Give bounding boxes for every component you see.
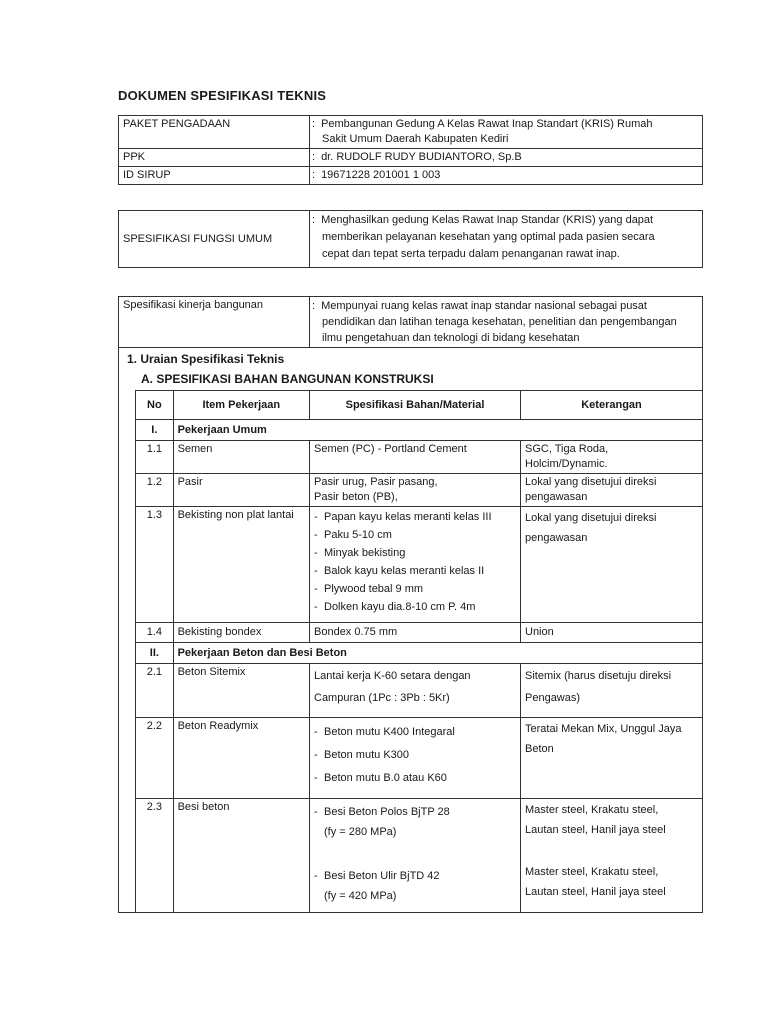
spec-list	[314, 508, 516, 616]
info-key: PPK	[119, 149, 310, 167]
left-margin-cell	[119, 391, 136, 913]
row-no: 1.3	[136, 507, 173, 623]
row-spec: Semen (PC) - Portland Cement	[310, 441, 521, 474]
list-item: - Plywood tebal 9 mm	[314, 580, 516, 598]
table-row	[119, 348, 703, 391]
table-row	[119, 149, 703, 167]
group-row	[119, 643, 703, 664]
list-item: - Papan kayu kelas meranti kelas III	[314, 508, 516, 526]
row-no: 1.1	[136, 441, 173, 474]
group-label: Pekerjaan Umum	[173, 420, 702, 441]
group-label: Pekerjaan Beton dan Besi Beton	[173, 643, 702, 664]
group-no: II.	[136, 643, 173, 664]
col-header-item: Item Pekerjaan	[173, 391, 309, 420]
row-item: Besi beton	[173, 799, 309, 913]
table-row	[119, 211, 703, 268]
info-value: : dr. RUDOLF RUDY BUDIANTORO, Sp.B	[310, 149, 703, 167]
fungsi-value: : Menghasilkan gedung Kelas Rawat Inap Standar (KRIS) yang dapat memberikan pelayanan kesehatan yang optimal pada pasien secara cepat dan tepat serta terpadu dalam penanganan rawat inap.	[310, 211, 703, 268]
section-heading: 1. Uraian Spesifikasi Teknis A. SPESIFIKASI BAHAN BANGUNAN KONSTRUKSI	[119, 348, 703, 391]
spec-note: (fy = 280 MPa)	[324, 826, 397, 838]
row-spec	[310, 718, 521, 799]
row-item: Beton Sitemix	[173, 664, 309, 718]
row-spec: Lantai kerja K-60 setara dengan Campuran (1Pc : 3Pb : 5Kr)	[310, 664, 521, 718]
group-row	[119, 420, 703, 441]
table-row	[119, 167, 703, 185]
row-item: Bekisting bondex	[173, 623, 309, 643]
row-no: 2.2	[136, 718, 173, 799]
row-spec	[310, 507, 521, 623]
table-row	[119, 474, 703, 507]
list-item: - Paku 5-10 cm	[314, 526, 516, 544]
fungsi-key: SPESIFIKASI FUNGSI UMUM	[119, 211, 310, 268]
list-item: - Beton mutu K300	[314, 744, 516, 767]
info-table	[118, 115, 703, 185]
table-header-row	[119, 391, 703, 420]
group-no: I.	[136, 420, 173, 441]
spec-table	[118, 296, 703, 913]
row-item: Beton Readymix	[173, 718, 309, 799]
kinerja-key: Spesifikasi kinerja bangunan	[119, 297, 310, 348]
col-header-ket: Keterangan	[521, 391, 703, 420]
row-item: Bekisting non plat lantai	[173, 507, 309, 623]
list-item: - Balok kayu kelas meranti kelas II	[314, 562, 516, 580]
row-no: 2.3	[136, 799, 173, 913]
row-ket: Lokal yang disetujui direksi pengawasan	[521, 474, 703, 507]
info-key: PAKET PENGADAAN	[119, 116, 310, 149]
row-spec	[310, 799, 521, 913]
col-header-spec: Spesifikasi Bahan/Material	[310, 391, 521, 420]
spec-list	[314, 866, 516, 886]
fungsi-table	[118, 210, 703, 268]
row-spec: Pasir urug, Pasir pasang, Pasir beton (PB),	[310, 474, 521, 507]
list-item: - Besi Beton Ulir BjTD 42	[314, 866, 516, 886]
document-title: DOKUMEN SPESIFIKASI TEKNIS	[118, 88, 327, 103]
table-row	[119, 116, 703, 149]
row-item: Semen	[173, 441, 309, 474]
spec-note: (fy = 420 MPa)	[324, 890, 397, 902]
table-row	[119, 718, 703, 799]
table-row	[119, 623, 703, 643]
row-ket: Master steel, Krakatu steel, Lautan steel, Hanil jaya steel Master steel, Krakatu steel, Lautan steel, Hanil jaya steel	[521, 799, 703, 913]
row-ket: Teratai Mekan Mix, Unggul Jaya Beton	[521, 718, 703, 799]
table-row	[119, 664, 703, 718]
list-item: - Minyak bekisting	[314, 544, 516, 562]
info-value: : Pembangunan Gedung A Kelas Rawat Inap Standart (KRIS) Rumah Sakit Umum Daerah Kabupaten Kediri	[310, 116, 703, 149]
row-spec: Bondex 0.75 mm	[310, 623, 521, 643]
row-ket: Sitemix (harus disetuju direksi Pengawas)	[521, 664, 703, 718]
list-item: - Beton mutu K400 Integaral	[314, 721, 516, 744]
col-header-no: No	[136, 391, 173, 420]
spec-list	[314, 800, 516, 822]
row-no: 1.4	[136, 623, 173, 643]
row-item: Pasir	[173, 474, 309, 507]
info-key: ID SIRUP	[119, 167, 310, 185]
row-ket: Lokal yang disetujui direksi pengawasan	[521, 507, 703, 623]
table-row	[119, 441, 703, 474]
row-no: 1.2	[136, 474, 173, 507]
table-row	[119, 297, 703, 348]
list-item: - Besi Beton Polos BjTP 28	[314, 802, 516, 822]
list-item: - Beton mutu B.0 atau K60	[314, 767, 516, 790]
list-item: - Dolken kayu dia.8-10 cm P. 4m	[314, 598, 516, 616]
kinerja-value: : Mempunyai ruang kelas rawat inap standar nasional sebagai pusat pendidikan dan latihan tenaga kesehatan, penelitian dan pengembangan ilmu pengetahuan dan teknologi di bidang kesehatan	[310, 297, 703, 348]
row-ket: Union	[521, 623, 703, 643]
spec-list	[314, 719, 516, 790]
row-ket: SGC, Tiga Roda, Holcim/Dynamic.	[521, 441, 703, 474]
table-row	[119, 507, 703, 623]
table-row	[119, 799, 703, 913]
row-no: 2.1	[136, 664, 173, 718]
info-value: : 19671228 201001 1 003	[310, 167, 703, 185]
